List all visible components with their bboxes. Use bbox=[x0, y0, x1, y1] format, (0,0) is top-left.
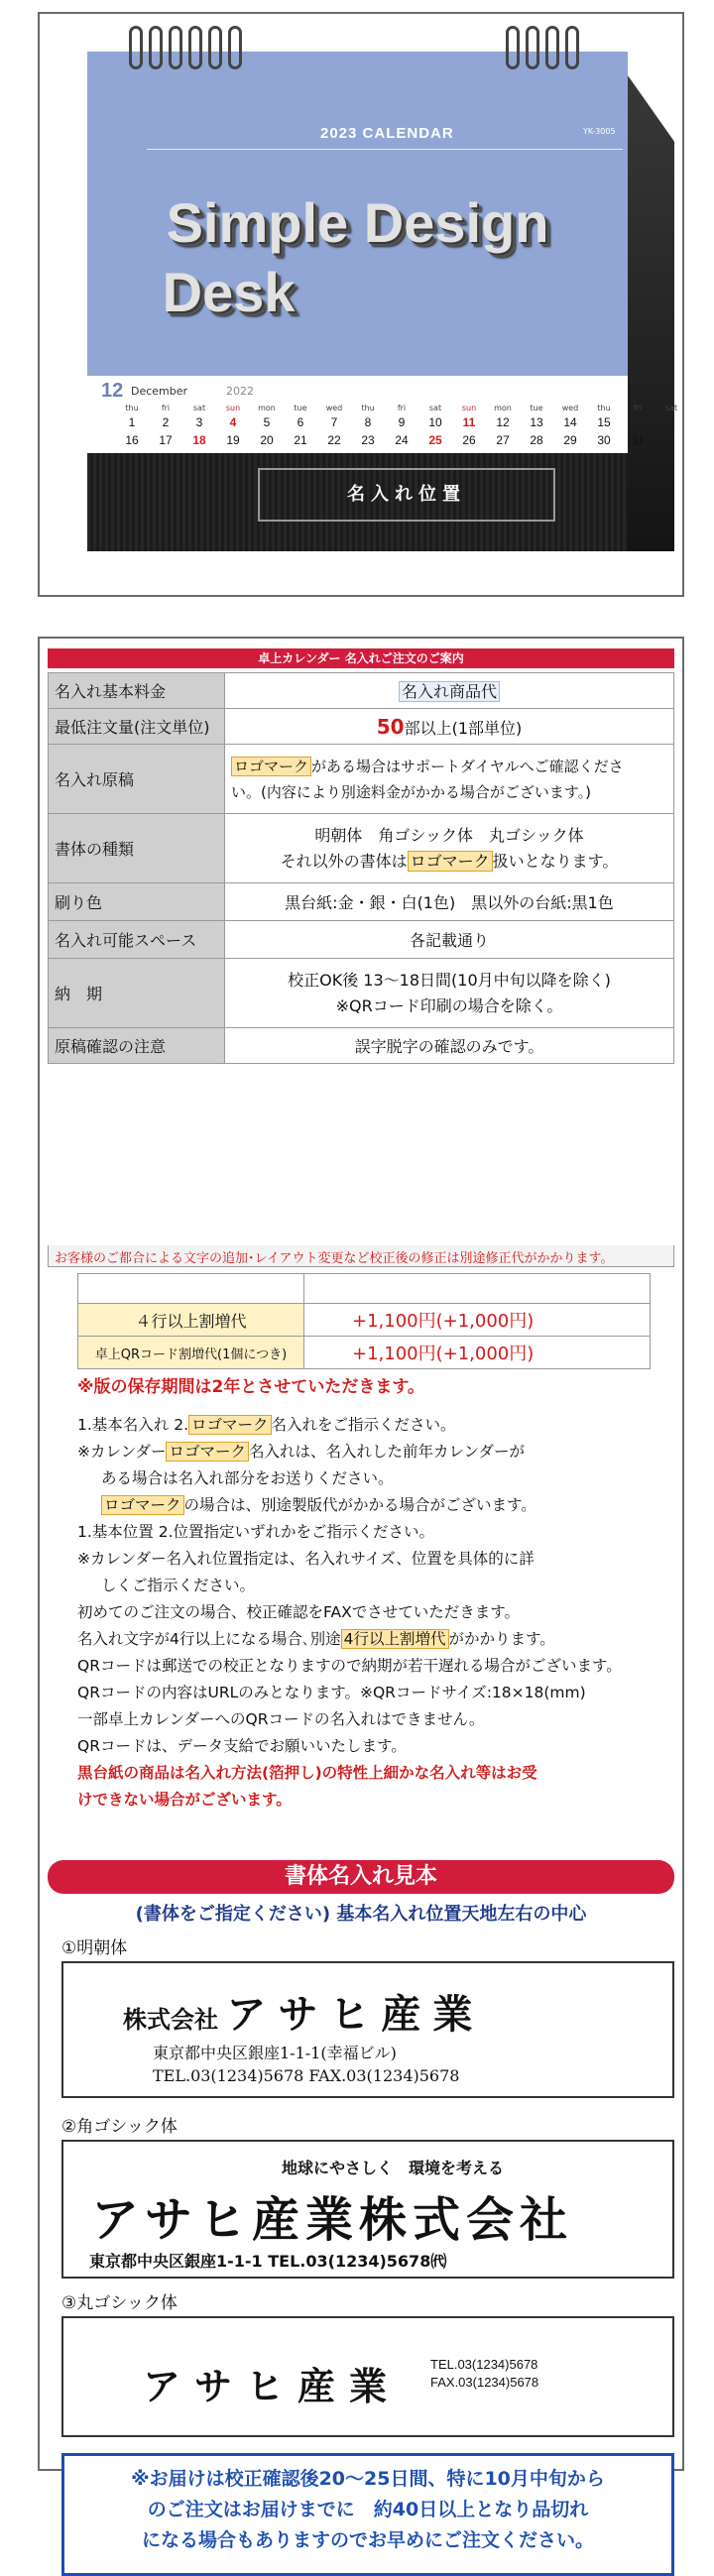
sample1-address: 東京都中央区銀座1-1-1(幸福ビル) bbox=[153, 2044, 397, 2062]
note-line: ある場合は名入れ部分をお送りください。 bbox=[101, 1469, 394, 1487]
table-row bbox=[49, 1028, 674, 1064]
highlight-term: ロゴマーク bbox=[188, 1415, 272, 1435]
note-line: しくご指示ください。 bbox=[101, 1577, 256, 1594]
surcharge-value bbox=[304, 1274, 651, 1304]
table-row bbox=[78, 1274, 651, 1304]
table-row bbox=[49, 814, 674, 883]
binding-ring bbox=[545, 26, 559, 69]
row-label: 名入れ原稿 bbox=[49, 745, 225, 814]
date-cell: 16 bbox=[125, 433, 139, 447]
date-cell: 1 bbox=[128, 415, 136, 429]
sample1-label: ①明朝体 bbox=[61, 1938, 128, 1958]
date-cell: 25 bbox=[428, 433, 442, 447]
row-value: ロゴマーク がある場合はサポートダイヤルへご確認くださ い。(内容により別途料金がかかる場合がございます。) bbox=[225, 745, 674, 814]
row-value: 名入れ商品代 bbox=[225, 673, 674, 709]
binding-ring bbox=[129, 26, 143, 69]
note-line: 1.基本位置 2.位置指定いずれかをご指示ください。 bbox=[77, 1523, 435, 1541]
binding-ring bbox=[228, 26, 242, 69]
note-line: 初めてのご注文の場合、校正確認をFAXでさせていただきます。 bbox=[77, 1603, 520, 1621]
order-notes bbox=[77, 1412, 672, 1814]
kaku-gothic-sample-box bbox=[61, 2140, 674, 2279]
weekday-label: sat bbox=[428, 404, 442, 412]
row-label: 原稿確認の注意 bbox=[49, 1028, 225, 1064]
note-line: QRコードは、データ支給でお願いいたします。 bbox=[77, 1737, 407, 1755]
weekday-label: sun bbox=[225, 404, 241, 412]
sample3-contact: TEL.03(1234)5678 FAX.03(1234)5678 bbox=[430, 2357, 539, 2390]
delivery-notice-box: ※お届けは校正確認後20～25日間、特に10月中旬から のご注文はお届けまでに 約40日以上となり品切れ になる場合もありますのでお早めにご注文ください。 bbox=[61, 2453, 674, 2576]
weekday-label: tue bbox=[294, 404, 307, 412]
date-cell: 29 bbox=[563, 433, 577, 447]
maru-gothic-sample-box bbox=[61, 2316, 674, 2437]
surcharge-label: 卓上QRコード割増代(1個につき) bbox=[78, 1337, 304, 1369]
date-cell: 5 bbox=[263, 415, 271, 429]
date-cell: 28 bbox=[530, 433, 543, 447]
row-value: 明朝体 角ゴシック体 丸ゴシック体 それ以外の書体は ロゴマーク 扱いとなります。 bbox=[225, 814, 674, 883]
note-line: 1.基本名入れ 2. ロゴマーク 名入れをご指示ください。 bbox=[77, 1416, 456, 1434]
row-value: 各記載通り bbox=[225, 921, 674, 959]
note-line: けできない場合がございます。 bbox=[77, 1791, 292, 1809]
cover-title-line1: Simple Design bbox=[166, 191, 549, 254]
weekday-label: mon bbox=[258, 404, 276, 412]
date-cell: 4 bbox=[229, 415, 237, 429]
sample2-company: アサヒ産業株式会社 bbox=[91, 2192, 574, 2248]
weekday-label: thu bbox=[361, 404, 375, 412]
date-cell: 24 bbox=[395, 433, 409, 447]
highlight-term: ロゴマーク bbox=[166, 1442, 249, 1462]
row-label: 刷り色 bbox=[49, 883, 225, 921]
date-cell: 26 bbox=[462, 433, 476, 447]
row-label: 名入れ可能スペース bbox=[49, 921, 225, 959]
note-line: QRコードの内容はURLのみとなります。※QRコードサイズ:18×18(mm) bbox=[77, 1684, 586, 1701]
modification-fee-note: お客様のご都合による文字の追加･レイアウト変更など校正後の修正は別途修正代がかかります。 bbox=[48, 1245, 674, 1267]
calendar-month-strip bbox=[87, 376, 678, 453]
date-cell: 23 bbox=[361, 433, 375, 447]
date-cell: 18 bbox=[192, 433, 206, 447]
binding-ring bbox=[208, 26, 222, 69]
row-value: 校正OK後 13～18日間(10月中旬以降を除く) ※QRコード印刷の場合を除く。 bbox=[225, 959, 674, 1028]
binding-ring bbox=[565, 26, 579, 69]
weekday-label: thu bbox=[125, 404, 139, 412]
sample2-address: 東京都中央区銀座1-1-1 TEL.03(1234)5678㈹ bbox=[89, 2252, 447, 2271]
weekday-label: fri bbox=[161, 404, 171, 412]
sample2-tagline: 地球にやさしく 環境を考える bbox=[282, 2159, 505, 2177]
date-cell: 14 bbox=[563, 415, 577, 429]
row-label: 書体の種類 bbox=[49, 814, 225, 883]
weekday-label: wed bbox=[325, 404, 343, 412]
table-row bbox=[49, 673, 674, 709]
date-cell: 27 bbox=[496, 433, 510, 447]
note-line: QRコードは郵送での校正となりますので納期が若干遅れる場合がございます。 bbox=[77, 1657, 622, 1675]
sample1-company: 株式会社 アサヒ産業 bbox=[123, 1991, 485, 2038]
date-cell: 2 bbox=[162, 415, 170, 429]
date-cell: 20 bbox=[260, 433, 274, 447]
row-value: 誤字脱字の確認のみです。 bbox=[225, 1028, 674, 1064]
weekday-label: mon bbox=[494, 404, 512, 412]
surcharge-value: +1,100円(+1,000円) bbox=[304, 1337, 651, 1369]
spec-table bbox=[48, 672, 674, 1064]
date-row-2 bbox=[115, 433, 654, 447]
row-label: 名入れ基本料金 bbox=[49, 673, 225, 709]
table-row bbox=[49, 921, 674, 959]
table-row bbox=[49, 959, 674, 1028]
binding-ring bbox=[506, 26, 520, 69]
weekday-label: sat bbox=[192, 404, 206, 412]
binding-ring bbox=[526, 26, 539, 69]
date-cell: 11 bbox=[462, 415, 476, 429]
sample1-tel: TEL.03(1234)5678 FAX.03(1234)5678 bbox=[153, 2066, 460, 2085]
order-info-panel bbox=[38, 637, 684, 2551]
sample3-company: アサヒ産業 bbox=[143, 2365, 402, 2408]
weekday-label: tue bbox=[530, 404, 543, 412]
plate-storage-note: ※版の保存期間は2年とさせていただきます。 bbox=[77, 1377, 424, 1397]
table-row bbox=[78, 1337, 651, 1369]
product-image-panel bbox=[38, 12, 684, 597]
desk-calendar-illustration bbox=[60, 24, 684, 559]
note-line: ※カレンダー名入れ位置指定は、名入れサイズ、位置を具体的に詳 bbox=[77, 1550, 535, 1568]
weekday-label: sat bbox=[664, 404, 678, 412]
mincho-sample-box bbox=[61, 1961, 674, 2098]
note-line: 一部卓上カレンダーへのQRコードの名入れはできません。 bbox=[77, 1710, 485, 1728]
date-cell: 30 bbox=[597, 433, 611, 447]
cover-divider bbox=[147, 149, 623, 150]
name-imprint-area: 名入れ位置 bbox=[258, 468, 555, 522]
table-row bbox=[49, 745, 674, 814]
date-cell: 19 bbox=[226, 433, 240, 447]
product-code: YK-3005 bbox=[583, 127, 616, 136]
weekday-label: fri bbox=[397, 404, 407, 412]
surcharge-value: +1,100円(+1,000円) bbox=[304, 1304, 651, 1337]
date-cell: 17 bbox=[159, 433, 173, 447]
date-cell: 13 bbox=[530, 415, 543, 429]
surcharge-table bbox=[77, 1273, 651, 1369]
date-cell: 8 bbox=[364, 415, 372, 429]
calendar-heading: 2023 CALENDAR bbox=[320, 125, 454, 142]
date-cell: 31 bbox=[631, 433, 645, 447]
note-line: 名入れ文字が4行以上になる場合､別途 4行以上割増代 がかかります。 bbox=[77, 1630, 555, 1648]
order-info-header: 卓上カレンダー 名入れご注文のご案内 bbox=[48, 648, 674, 668]
cover-title-line2: Desk bbox=[162, 261, 296, 323]
date-cell: 6 bbox=[297, 415, 304, 429]
highlight-term: 4行以上割増代 bbox=[341, 1629, 449, 1649]
binding-ring bbox=[149, 26, 163, 69]
binding-ring bbox=[169, 26, 182, 69]
surcharge-label: ４行以上割増代 bbox=[78, 1304, 304, 1337]
date-cell: 15 bbox=[597, 415, 611, 429]
sample2-label: ②角ゴシック体 bbox=[61, 2117, 178, 2137]
surcharge-label bbox=[78, 1274, 304, 1304]
font-sample-header: 書体名入れ見本 bbox=[48, 1860, 674, 1894]
sample3-label: ③丸ゴシック体 bbox=[61, 2293, 178, 2313]
date-cell: 10 bbox=[428, 415, 442, 429]
table-row bbox=[78, 1304, 651, 1337]
binding-ring bbox=[188, 26, 202, 69]
note-line: ※カレンダー ロゴマーク 名入れは、名入れした前年カレンダーが bbox=[77, 1443, 525, 1461]
table-row bbox=[49, 709, 674, 745]
min-order-number: 50 bbox=[376, 714, 405, 739]
row-label: 納 期 bbox=[49, 959, 225, 1028]
weekday-label: wed bbox=[561, 404, 579, 412]
highlight-term: ロゴマーク bbox=[101, 1495, 184, 1515]
date-row-1 bbox=[115, 415, 621, 429]
date-cell: 12 bbox=[496, 415, 510, 429]
date-cell: 22 bbox=[327, 433, 341, 447]
weekday-label: sun bbox=[461, 404, 477, 412]
month-name: December bbox=[131, 385, 188, 398]
font-sample-subheading: (書体をご指定ください) 基本名入れ位置天地左右の中心 bbox=[135, 1904, 587, 1925]
date-cell: 9 bbox=[398, 415, 406, 429]
month-year: 2022 bbox=[226, 385, 254, 398]
weekday-row bbox=[115, 404, 688, 412]
row-value: 50部以上(1部単位) bbox=[225, 709, 674, 745]
row-value: 黒台紙:金・銀・白(1色) 黒以外の台紙:黒1色 bbox=[225, 883, 674, 921]
weekday-label: fri bbox=[633, 404, 643, 412]
date-cell: 3 bbox=[195, 415, 203, 429]
weekday-label: thu bbox=[597, 404, 611, 412]
date-cell: 21 bbox=[294, 433, 307, 447]
date-cell: 7 bbox=[330, 415, 338, 429]
row-label: 最低注文量(注文単位) bbox=[49, 709, 225, 745]
table-row bbox=[49, 883, 674, 921]
note-line: ロゴマーク の場合は、別途製版代がかかる場合がございます。 bbox=[77, 1492, 672, 1519]
month-number: 12 bbox=[101, 380, 124, 402]
note-line: 黒台紙の商品は名入れ方法(箔押し)の特性上細かな名入れ等はお受 bbox=[77, 1764, 537, 1782]
